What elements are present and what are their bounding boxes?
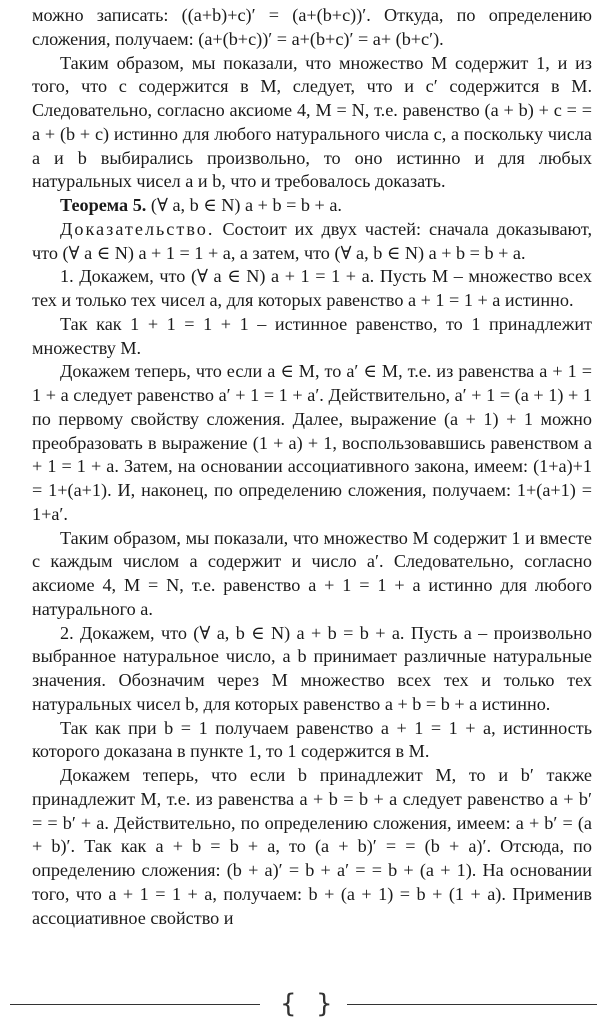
paragraph: Так как при b = 1 получаем равенство a + 1 = 1 + a, истинность которого доказана в пункте 1, то 1 содержится в M. <box>32 717 592 762</box>
paragraph: 2. Докажем, что (∀ a, b ∈ N) a + b = b + a. Пусть a – произвольно выбранное натуральное число, а b принимает различные натуральные значения. Обозначим через M множество всех тех и только тех натуральных чисел b, для которых равенство a + b = b + a истинно. <box>32 622 592 714</box>
theorem-label: Теорема 5. <box>60 195 147 215</box>
theorem-formula: (∀ a, b ∈ N) a + b = b + a. <box>146 195 342 215</box>
footer-close-bracket: } <box>316 989 333 1019</box>
theorem-statement <box>32 194 592 218</box>
proof-text: Состоит их двух частей: сначала доказывают, что (∀ a ∈ N) a + 1 = 1 + a, а затем, что (∀ a, b ∈ N) a + b = b + a. <box>32 218 592 263</box>
paragraph: Так как 1 + 1 = 1 + 1 – истинное равенство, то 1 принадлежит множеству M. <box>32 313 592 358</box>
paragraph: Докажем теперь, что если a ∈ M, то a′ ∈ M, т.е. из равенства a + 1 = 1 + a следует равенство a′ + 1 = 1 + a′. Действительно, a′ + 1 = (a + 1) + 1 по первому свойству сложения. Далее, выражение (a + 1) + 1 можно преобразовать в выражение (1 + a) + 1, воспользовавшись равенством a + 1 = 1 + a. Затем, на основании ассоциативного закона, имеем: (1+a)+1 = 1+(a+1). И, наконец, по определению сложения, получаем: 1+(a+1) = 1+a′. <box>32 361 592 524</box>
paragraph: можно записать: ((a+b)+c)′ = (a+(b+c))′. Откуда, по определению сложения, получаем: (a+(b+c))′ = a+(b+c)′ = a+ (b+c′). <box>32 5 592 49</box>
paragraph: Таким образом, мы показали, что множество M содержит 1, и из того, что c содержится в M, следует, что и c′ содержится в M. Следовательно, согласно аксиоме 4, M = N, т.е. равенство (a + b) + c = = a + (b + c) истинно для любого натурального числа c, а поскольку числа a и b выбирались произвольно, то оно истинно и для любых натуральных чисел a и b, что и требовалось доказать. <box>32 52 592 192</box>
page-text <box>32 4 592 930</box>
footer-divider-right <box>347 1004 597 1005</box>
page-footer <box>0 990 607 1020</box>
proof-intro <box>32 218 592 266</box>
paragraph: Таким образом, мы показали, что множество M содержит 1 и вместе с каждым числом a содержит и число a′. Следовательно, согласно аксиоме 4, M = N, т.е. равенство a + 1 = 1 + a истинно для любого натурального a. <box>32 527 592 619</box>
footer-divider-left <box>10 1004 260 1005</box>
footer-open-bracket: { <box>280 989 297 1019</box>
paragraph: Докажем теперь, что если b принадлежит M, то и b′ также принадлежит M, т.е. из равенства a + b = b + a следует равенство a + b′ = = b′ + a. Действительно, по определению сложения, имеем: a + b′ = (a + b)′. Так как a + b = b + a, то (a + b)′ = = (b + a)′. Отсюда, по определению сложения: (b + a)′ = b + a′ = = b + (a + 1). На основании того, что a + 1 = 1 + a, получаем: b + (a + 1) = b + (1 + a). Применив ассоциативное свойство и <box>32 765 592 928</box>
paragraph: 1. Докажем, что (∀ a ∈ N) a + 1 = 1 + a. Пусть M – множество всех тех и только тех чисел a, для которых равенство a + 1 = 1 + a истинно. <box>32 266 592 310</box>
proof-label: Доказательство. <box>60 218 215 239</box>
